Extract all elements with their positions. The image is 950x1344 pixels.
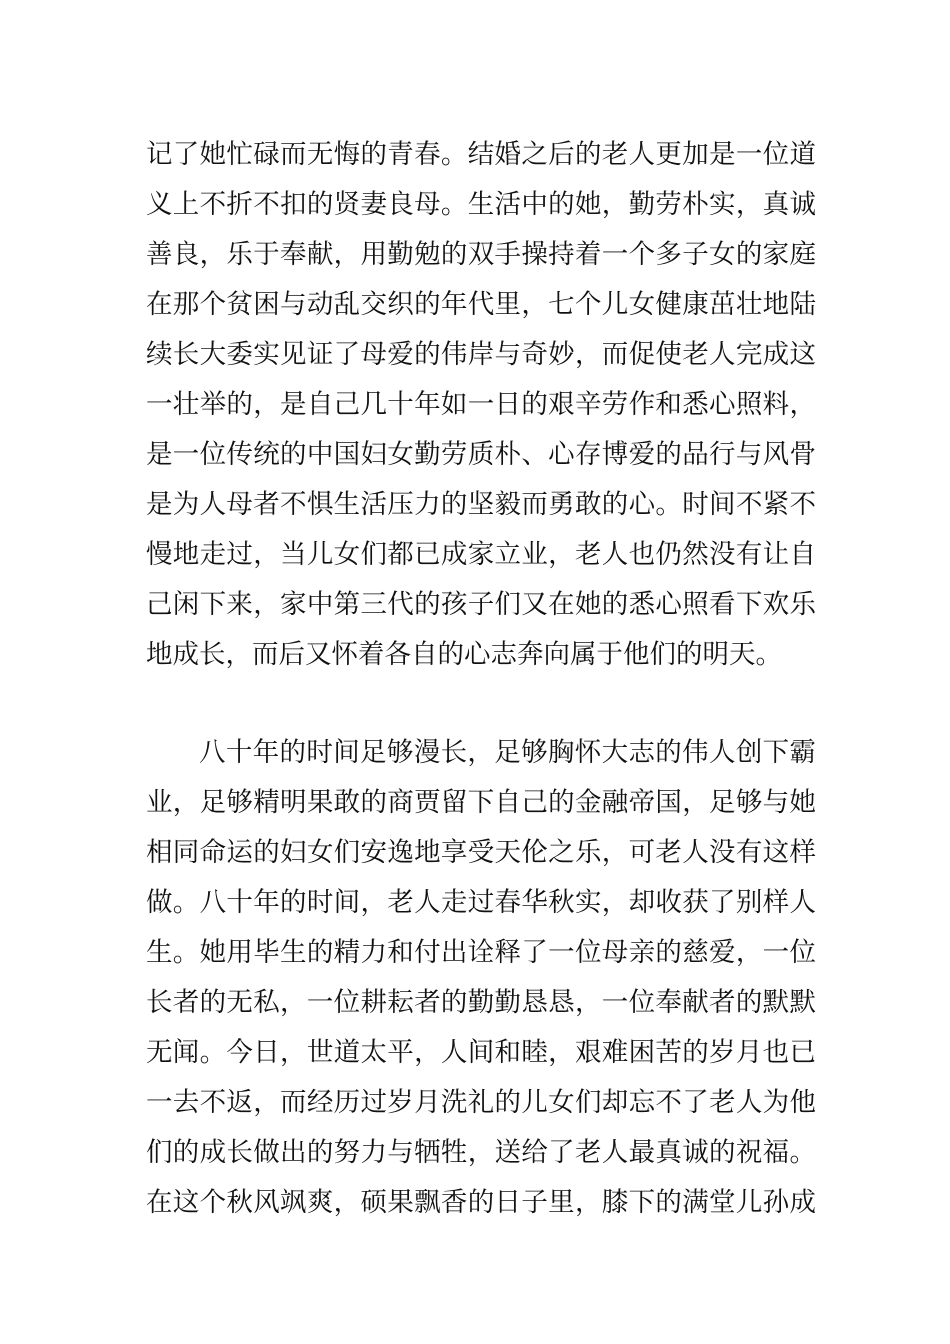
paragraph-line: 记了她忙碌而无悔的青春。结婚之后的老人更加是一位道 [146,139,816,170]
paragraph-line: 做。八十年的时间，老人走过春华秋实，却收获了别样人 [146,887,816,918]
paragraph-line: 义上不折不扣的贤妻良母。生活中的她，勤劳朴实，真诚 [146,189,816,220]
paragraph-line: 生。她用毕生的精力和付出诠释了一位母亲的慈爱，一位 [146,937,816,968]
paragraph-line: 长者的无私，一位耕耘者的勤勤恳恳，一位奉献者的默默 [146,987,816,1018]
paragraph-2 [146,728,816,1228]
paragraph-line: 是为人母者不惧生活压力的坚毅而勇敢的心。时间不紧不 [146,489,816,520]
paragraph-line: 在那个贫困与动乱交织的年代里，七个儿女健康茁壮地陆 [146,289,816,320]
paragraph-line: 在这个秋风飒爽，硕果飘香的日子里，膝下的满堂儿孙成 [146,1187,816,1218]
paragraph-line: 业，足够精明果敢的商贾留下自己的金融帝国，足够与她 [146,787,816,818]
paragraph-line: 续长大委实见证了母爱的伟岸与奇妙，而促使老人完成这 [146,339,816,370]
paragraph-line: 一去不返，而经历过岁月洗礼的儿女们却忘不了老人为他 [146,1087,816,1118]
paragraph-line: 是一位传统的中国妇女勤劳质朴、心存博爱的品行与风骨 [146,439,816,470]
paragraph-line: 地成长，而后又怀着各自的心志奔向属于他们的明天。 [146,639,782,670]
paragraph-1 [146,130,816,680]
paragraph-line: 一壮举的，是自己几十年如一日的艰辛劳作和悉心照料， [146,389,816,420]
paragraph-line: 慢地走过，当儿女们都已成家立业，老人也仍然没有让自 [146,539,816,570]
paragraph-line: 相同命运的妇女们安逸地享受天伦之乐，可老人没有这样 [146,837,816,868]
paragraph-line: 己闲下来，家中第三代的孩子们又在她的悉心照看下欢乐 [146,589,816,620]
paragraph-line: 无闻。今日，世道太平，人间和睦，艰难困苦的岁月也已 [146,1037,816,1068]
paragraph-line: 八十年的时间足够漫长，足够胸怀大志的伟人创下霸 [199,737,816,768]
paragraph-line: 们的成长做出的努力与牺牲，送给了老人最真诚的祝福。 [146,1137,816,1168]
paragraph-line: 善良，乐于奉献，用勤勉的双手操持着一个多子女的家庭 [146,239,816,270]
